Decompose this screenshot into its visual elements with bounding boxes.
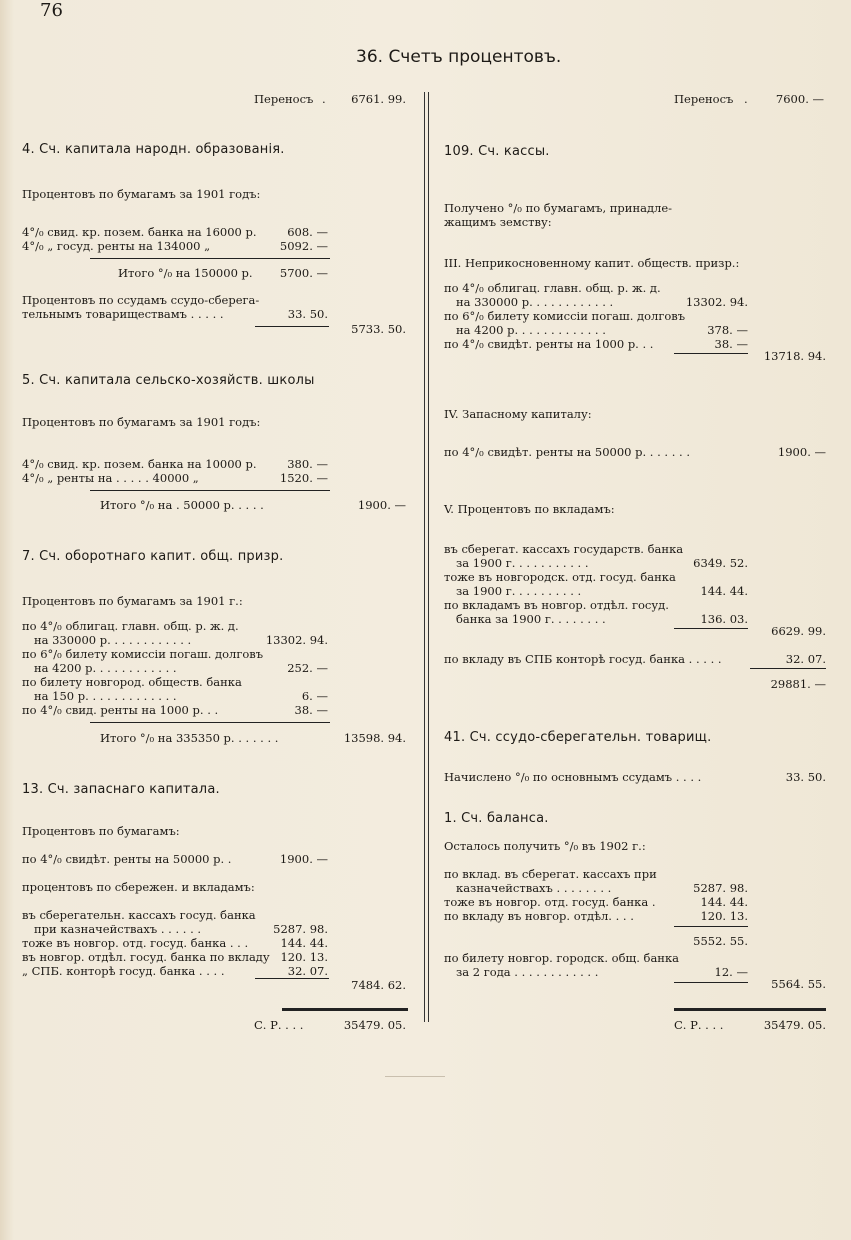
grand-total-rule — [674, 1008, 826, 1011]
section-subheading: Осталось получить °/₀ въ 1902 г.: — [444, 839, 646, 853]
entry-value: 1520. — — [279, 471, 328, 485]
subtotal-rule — [750, 668, 826, 669]
entry-text: по 4°/₀ свидѣт. ренты на 50000 р. . . . . . . — [444, 445, 691, 459]
entry-text: Начислено °/₀ по основнымъ ссудамъ . . . . — [444, 770, 702, 784]
entry-text: въ сберегательн. кассахъ госуд. банка — [22, 908, 256, 922]
entry-value: 136. 03. — [700, 612, 748, 626]
entry-value: 144. 44. — [700, 584, 748, 598]
entry-text: въ сберегат. кассахъ государств. банка — [444, 542, 684, 556]
subtotal-rule — [255, 326, 329, 327]
entry-text: на 150 р. . . . . . . . . . . . . — [34, 689, 177, 703]
entry-value: 5552. 55. — [693, 934, 748, 948]
entry-text: по 4°/₀ свидѣт. ренты на 1000 р. . . — [444, 337, 654, 351]
grand-total-rule — [282, 1008, 408, 1011]
total-rule — [90, 258, 330, 259]
entry-text: на 330000 р. . . . . . . . . . . . — [34, 633, 192, 647]
entry-value: 38. — — [714, 337, 748, 351]
entry-value: 32. 07. — [785, 652, 826, 666]
entry-text: по вклад. въ сберегат. кассахъ при — [444, 867, 657, 881]
entry-value: 38. — — [294, 703, 328, 717]
entry-value: 608. — — [287, 225, 328, 239]
entry-text: на 4200 р. . . . . . . . . . . . . — [456, 323, 606, 337]
entry-text: по вкладу въ СПБ конторѣ госуд. банка . . . . . — [444, 652, 722, 666]
entry-value: 120. 13. — [700, 909, 748, 923]
section-sum: 5564. 55. — [771, 977, 826, 991]
bottom-total: 35479. 05. — [343, 1018, 406, 1032]
entry-text: по 4°/₀ свидѣт. ренты на 50000 р. . — [22, 852, 232, 866]
bottom-total: 35479. 05. — [763, 1018, 826, 1032]
entry-value: 380. — — [287, 457, 328, 471]
entry-text: за 1900 г. . . . . . . . . . — [456, 584, 582, 598]
section-subheading: процентовъ по сбережен. и вкладамъ: — [22, 880, 255, 894]
carry-label: Переносъ — [254, 92, 314, 106]
entry-text: 4°/₀ свид. кр. позем. банка на 10000 р. — [22, 457, 257, 471]
entry-text: по вкладамъ въ новгор. отдѣл. госуд. — [444, 598, 669, 612]
entry-value: 6. — — [301, 689, 328, 703]
entry-text: тельнымъ товариществамъ . . . . . — [22, 307, 224, 321]
entry-value: 13302. 94. — [265, 633, 328, 647]
entry-value: 6349. 52. — [693, 556, 748, 570]
bottom-ornament — [385, 1076, 445, 1077]
entry-value: 120. 13. — [280, 950, 328, 964]
section-subheading: Процентовъ по бумагамъ за 1901 годъ: — [22, 187, 261, 201]
section-subheading: Процентовъ по бумагамъ за 1901 годъ: — [22, 415, 261, 429]
entry-text: по билету новгор. городск. общ. банка — [444, 951, 680, 965]
section-sum: 5733. 50. — [351, 322, 406, 336]
total-rule — [90, 722, 330, 723]
bottom-label: С. Р. . . . — [674, 1018, 724, 1032]
carry-label: Переносъ — [674, 92, 734, 106]
entry-text: на 4200 р. . . . . . . . . . . . — [34, 661, 177, 675]
carry-value: 7600. — — [775, 92, 824, 106]
entry-value: 378. — — [707, 323, 748, 337]
entry-value: 5287. 98. — [693, 881, 748, 895]
entry-text: Получено °/₀ по бумагамъ, принадле- — [444, 201, 673, 215]
entry-value: 1900. — — [279, 852, 328, 866]
entry-text: въ новгор. отдѣл. госуд. банка по вкладу — [22, 950, 270, 964]
column-divider-2 — [428, 92, 429, 1022]
entry-value: 12. — — [714, 965, 748, 979]
section-heading: 1. Сч. баланса. — [444, 811, 549, 826]
entry-value: 32. 07. — [287, 964, 328, 978]
entry-value: 13302. 94. — [685, 295, 748, 309]
entry-text: тоже въ новгор. отд. госуд. банка . . . — [22, 936, 249, 950]
subtotal-rule — [674, 628, 748, 629]
section-sum: 7484. 62. — [351, 978, 406, 992]
entry-text: по вкладу въ новгор. отдѣл. . . . — [444, 909, 634, 923]
entry-text: за 1900 г. . . . . . . . . . . — [456, 556, 589, 570]
entry-value: 1900. — — [777, 445, 826, 459]
section-heading: 13. Сч. запаснаго капитала. — [22, 782, 220, 797]
entry-text: по 4°/₀ облигац. главн. общ. р. ж. д. — [22, 619, 239, 633]
entry-text: 4°/₀ „ ренты на . . . . . 40000 „ — [22, 471, 199, 485]
carry-dot: . — [322, 92, 326, 106]
section-sum: 13718. 94. — [763, 349, 826, 363]
subtotal-rule — [674, 353, 748, 354]
entry-text: по 6°/₀ билету комиссіи погаш. долговъ — [444, 309, 686, 323]
entry-text: по 4°/₀ облигац. главн. общ. р. ж. д. — [444, 281, 661, 295]
entry-text: жащимъ земству: — [444, 215, 552, 229]
entry-text: тоже въ новгородск. отд. госуд. банка — [444, 570, 676, 584]
entry-text: тоже въ новгор. отд. госуд. банка . — [444, 895, 656, 909]
total-label: Итого °/₀ на 335350 р. . . . . . . — [100, 731, 279, 745]
subtotal-rule — [255, 978, 329, 979]
section-heading: 41. Сч. ссудо-сберегательн. товарищ. — [444, 730, 712, 745]
entry-value: 5092. — — [279, 239, 328, 253]
entry-text: банка за 1900 г. . . . . . . . — [456, 612, 606, 626]
subsection-title: III. Неприкосновенному капит. обществ. призр.: — [444, 256, 740, 270]
entry-text: казначействахъ . . . . . . . . — [456, 881, 612, 895]
column-divider — [424, 92, 425, 1022]
section-sum: 29881. — — [770, 677, 826, 691]
section-subheading: Процентовъ по бумагамъ за 1901 г.: — [22, 594, 243, 608]
entry-value: 144. 44. — [280, 936, 328, 950]
section-subheading: Процентовъ по бумагамъ: — [22, 824, 180, 838]
carry-value: 6761. 99. — [351, 92, 406, 106]
entry-value: 33. 50. — [287, 307, 328, 321]
total-label: Итого °/₀ на 150000 р. — [118, 266, 253, 280]
entry-value: 252. — — [287, 661, 328, 675]
entry-text: 4°/₀ „ госуд. ренты на 134000 „ — [22, 239, 211, 253]
entry-value: 5287. 98. — [273, 922, 328, 936]
total-value: 5700. — — [279, 266, 328, 280]
subsection-title: V. Процентовъ по вкладамъ: — [444, 502, 615, 516]
entry-value: 33. 50. — [785, 770, 826, 784]
entry-text: „ СПБ. конторѣ госуд. банка . . . . — [22, 964, 225, 978]
subtotal-rule — [674, 926, 748, 927]
entry-text: по 4°/₀ свид. ренты на 1000 р. . . — [22, 703, 219, 717]
section-sum: 6629. 99. — [771, 624, 826, 638]
subsection-title: IV. Запасному капиталу: — [444, 407, 592, 421]
entry-text: 4°/₀ свид. кр. позем. банка на 16000 р. — [22, 225, 257, 239]
entry-text: Процентовъ по ссудамъ ссудо-сберега- — [22, 293, 260, 307]
entry-text: по 6°/₀ билету комиссіи погаш. долговъ — [22, 647, 264, 661]
entry-text: при казначействахъ . . . . . . — [34, 922, 202, 936]
page-title: 36. Счетъ процентовъ. — [356, 47, 562, 67]
total-label: Итого °/₀ на . 50000 р. . . . . — [100, 498, 264, 512]
total-value: 13598. 94. — [343, 731, 406, 745]
section-heading: 7. Сч. оборотнаго капит. общ. призр. — [22, 549, 284, 564]
subtotal-rule — [674, 982, 748, 983]
section-heading: 4. Сч. капитала народн. образованія. — [22, 142, 285, 157]
entry-value: 144. 44. — [700, 895, 748, 909]
total-rule — [90, 490, 330, 491]
section-heading: 5. Сч. капитала сельско-хозяйств. школы — [22, 373, 315, 388]
section-heading: 109. Сч. кассы. — [444, 144, 550, 159]
entry-text: по билету новгород. обществ. банка — [22, 675, 242, 689]
bottom-label: С. Р. . . . — [254, 1018, 304, 1032]
page-number: 76 — [40, 0, 63, 21]
carry-dot: . — [744, 92, 748, 106]
total-value: 1900. — — [357, 498, 406, 512]
entry-text: за 2 года . . . . . . . . . . . . — [456, 965, 599, 979]
entry-text: на 330000 р. . . . . . . . . . . . — [456, 295, 614, 309]
